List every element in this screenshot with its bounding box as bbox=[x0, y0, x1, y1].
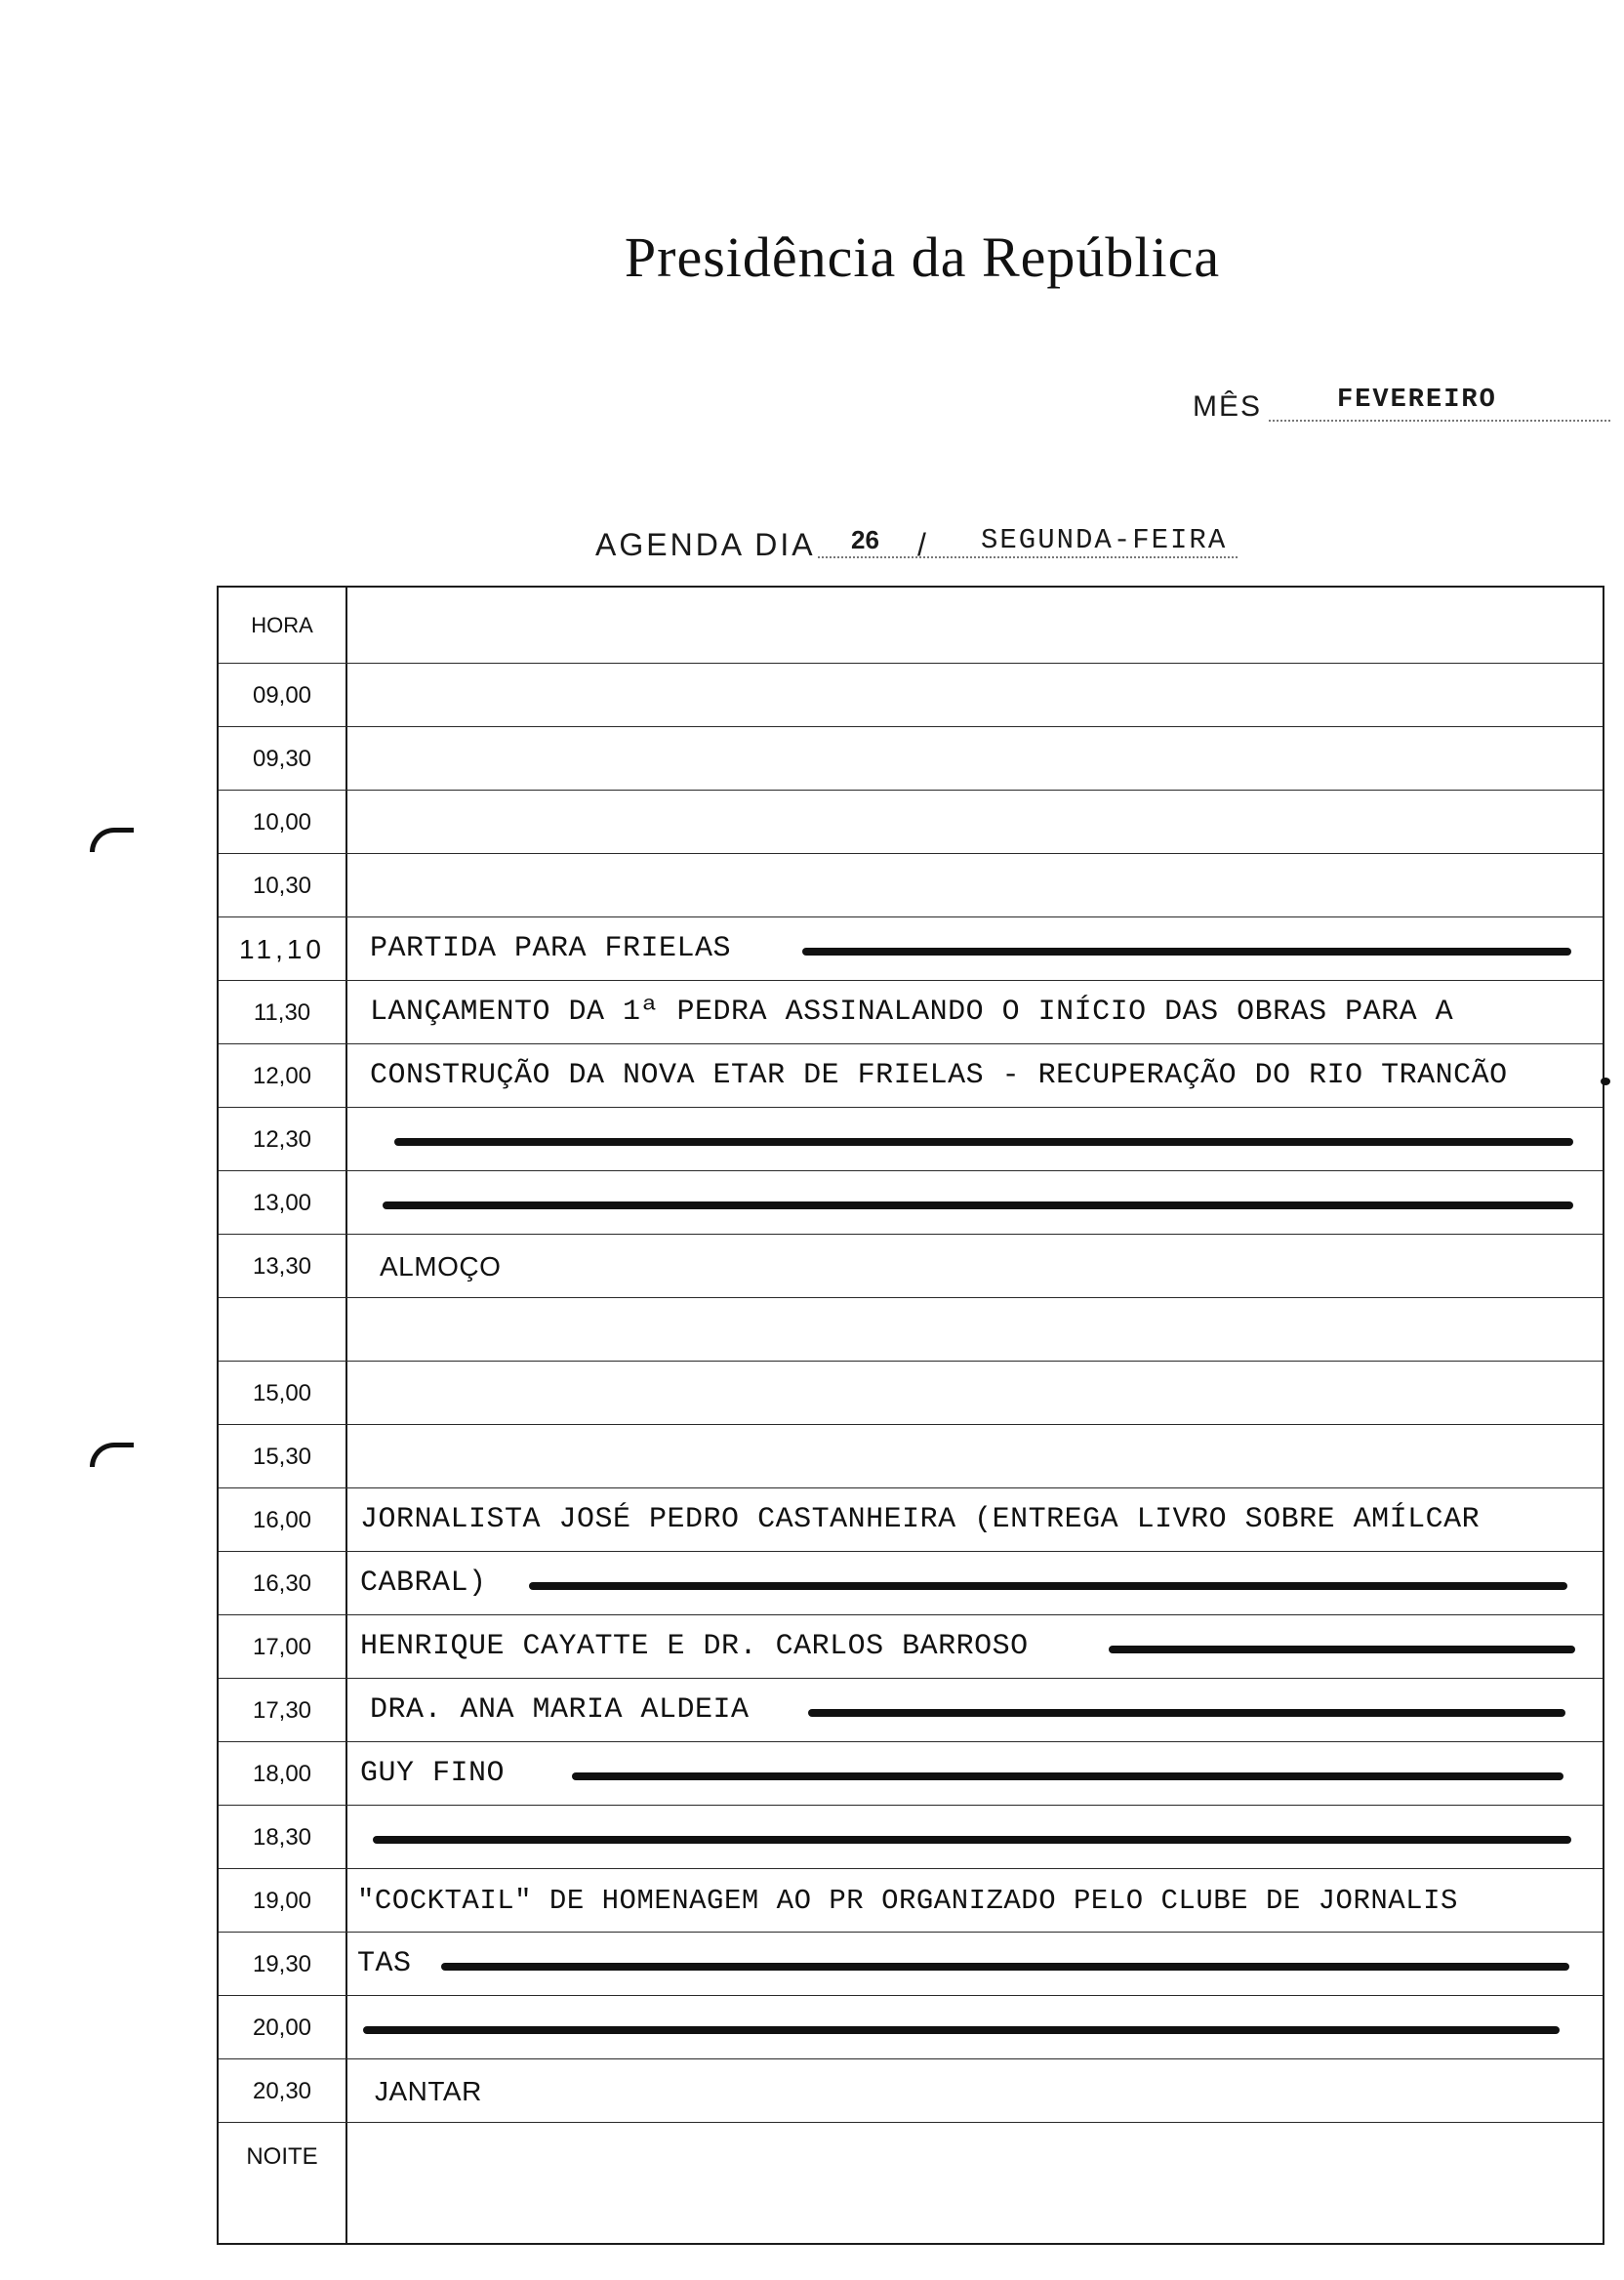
strike-bar bbox=[394, 1138, 1573, 1146]
row-entry: GUY FINO bbox=[360, 1757, 506, 1790]
margin-mark bbox=[90, 1443, 134, 1467]
table-row bbox=[219, 2123, 1603, 2244]
row-entry: JANTAR bbox=[375, 2076, 482, 2106]
table-row bbox=[219, 1742, 1603, 1806]
row-hour: 19,30 bbox=[252, 1951, 312, 1977]
page-title: Presidência da República bbox=[624, 225, 1221, 289]
table-row bbox=[219, 2059, 1603, 2123]
table-row bbox=[219, 1552, 1603, 1615]
month-dotted-line bbox=[1269, 420, 1610, 422]
table-row bbox=[219, 664, 1603, 727]
table-row bbox=[219, 1044, 1603, 1108]
row-entry: "COCKTAIL" DE HOMENAGEM AO PR ORGANIZADO PELO CLUBE DE JORNALIS bbox=[357, 1885, 1458, 1917]
row-hour: 11,10 bbox=[239, 934, 325, 964]
row-entry: TAS bbox=[357, 1947, 412, 1980]
strike-bar bbox=[383, 1201, 1573, 1209]
row-entry: ALMOÇO bbox=[380, 1251, 502, 1282]
row-hour: 15,00 bbox=[252, 1380, 312, 1406]
table-row bbox=[219, 1362, 1603, 1425]
row-hour: 12,00 bbox=[252, 1063, 312, 1089]
table-header-row bbox=[219, 588, 1603, 664]
strike-bar bbox=[808, 1709, 1565, 1717]
table-row bbox=[219, 1108, 1603, 1171]
table-row bbox=[219, 1298, 1603, 1362]
day-weekday: SEGUNDA-FEIRA bbox=[981, 524, 1228, 556]
table-row bbox=[219, 1679, 1603, 1742]
row-hour: 09,00 bbox=[252, 682, 312, 709]
row-hour: 11,30 bbox=[253, 999, 311, 1026]
row-hour: 10,00 bbox=[252, 809, 312, 835]
row-hour: 18,00 bbox=[252, 1761, 312, 1787]
row-hour: 16,30 bbox=[252, 1570, 312, 1597]
hour-column-header: HORA bbox=[251, 613, 313, 637]
strike-bar bbox=[441, 1963, 1569, 1971]
month-value: FEVEREIRO bbox=[1337, 386, 1497, 415]
row-hour: 13,00 bbox=[252, 1190, 312, 1216]
margin-dot bbox=[1601, 1078, 1610, 1085]
row-hour: 16,00 bbox=[252, 1507, 312, 1533]
table-row bbox=[219, 1615, 1603, 1679]
strike-bar bbox=[373, 1836, 1571, 1844]
table-row bbox=[219, 791, 1603, 854]
row-hour: 17,00 bbox=[252, 1634, 312, 1660]
strike-bar bbox=[1109, 1646, 1575, 1653]
agenda-table bbox=[217, 586, 1604, 2245]
row-hour: 15,30 bbox=[252, 1444, 312, 1470]
row-hour bbox=[219, 1298, 345, 1362]
table-row bbox=[219, 1488, 1603, 1552]
table-row bbox=[219, 1996, 1603, 2059]
table-row bbox=[219, 1806, 1603, 1869]
row-entry: JORNALISTA JOSÉ PEDRO CASTANHEIRA (ENTREGA LIVRO SOBRE AMÍLCAR bbox=[360, 1503, 1481, 1536]
month-label: MÊS bbox=[1193, 390, 1263, 423]
table-row bbox=[219, 1933, 1603, 1996]
row-hour: 10,30 bbox=[252, 873, 312, 899]
table-row bbox=[219, 1171, 1603, 1235]
row-hour: 19,00 bbox=[252, 1888, 312, 1914]
row-hour: 20,30 bbox=[252, 2078, 312, 2104]
table-row bbox=[219, 1235, 1603, 1298]
row-hour: 09,30 bbox=[252, 746, 312, 772]
row-entry: PARTIDA PARA FRIELAS bbox=[370, 932, 732, 965]
table-row bbox=[219, 727, 1603, 791]
margin-mark bbox=[90, 828, 134, 852]
table-row bbox=[219, 1425, 1603, 1488]
day-separator: / bbox=[917, 527, 926, 562]
strike-bar bbox=[572, 1772, 1563, 1780]
row-entry: CONSTRUÇÃO DA NOVA ETAR DE FRIELAS - RECUPERAÇÃO DO RIO TRANCÃO bbox=[370, 1059, 1508, 1092]
table-row bbox=[219, 917, 1603, 981]
agenda-day-label: AGENDA DIA bbox=[595, 527, 816, 562]
strike-bar bbox=[802, 948, 1571, 956]
row-hour: 20,00 bbox=[252, 2015, 312, 2041]
strike-bar bbox=[363, 2026, 1560, 2034]
row-entry: LANÇAMENTO DA 1ª PEDRA ASSINALANDO O INÍCIO DAS OBRAS PARA A bbox=[370, 996, 1454, 1029]
row-hour: 17,30 bbox=[252, 1697, 312, 1724]
row-hour: 12,30 bbox=[252, 1126, 312, 1153]
row-entry: DRA. ANA MARIA ALDEIA bbox=[370, 1693, 750, 1727]
table-row bbox=[219, 854, 1603, 917]
strike-bar bbox=[529, 1582, 1567, 1590]
day-number: 26 bbox=[851, 525, 879, 554]
row-entry: CABRAL) bbox=[360, 1567, 487, 1600]
row-entry: HENRIQUE CAYATTE E DR. CARLOS BARROSO bbox=[360, 1630, 1029, 1663]
row-hour: 13,30 bbox=[252, 1253, 312, 1280]
row-hour: 18,30 bbox=[252, 1824, 312, 1851]
row-hour: NOITE bbox=[246, 2143, 318, 2170]
table-row bbox=[219, 981, 1603, 1044]
day-dotted-line bbox=[818, 556, 1238, 558]
table-row bbox=[219, 1869, 1603, 1933]
